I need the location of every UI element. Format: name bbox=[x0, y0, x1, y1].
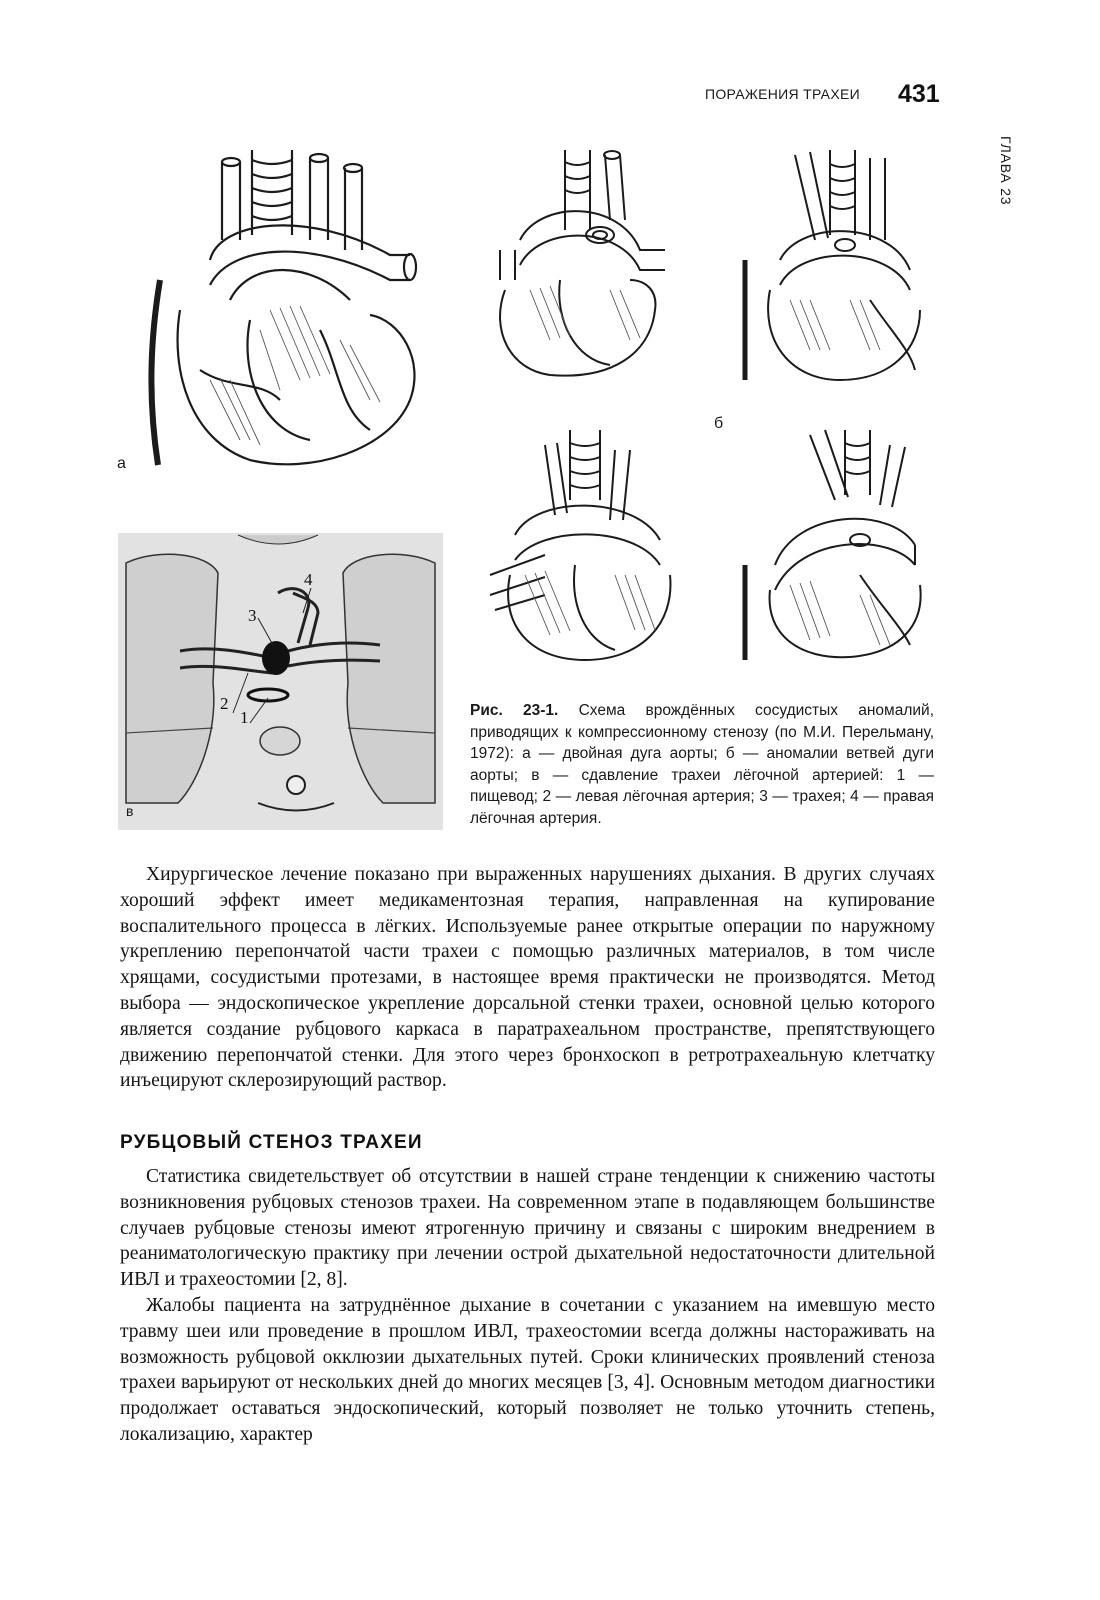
paragraph-1: Хирургическое лечение показано при выраженных нарушениях дыхания. В других случаях хороший эффект имеет медикаментозная терапия, направленная на купирование воспалительного процесса в лёгких. Используемые ранее открытые операции по наружному укреплению перепончатой части трахеи с помощью различных материалов, в том числе хрящами, сосудистыми протезами, в настоящее время практически не производятся. Метод выбора — эндоскопическое укрепление дорсальной стенки трахеи, основной целью которого является создание рубцового каркаса в паратрахеальном пространстве, препятствующего движению перепончатой стенки. Для этого через бронхоскоп в ретротрахеальную клетчатку инъецируют склерозирующий раствор. bbox=[120, 864, 935, 1092]
paragraph-3: Жалобы пациента на затруднённое дыхание в сочетании с указанием на имевшую место травму шеи или проведение в прошлом ИВЛ, трахеостомии всегда должны настораживать на возможность рубцовой окклюзии дыхательных путей. Сроки клинических проявлений стеноза трахеи варьируют от нескольких дней до многих месяцев [3, 4]. Основным методом диагностики продолжает оставаться эндоскопический, который позволяет не только уточнить степень, локализацию, характер bbox=[120, 1294, 935, 1445]
illustration-double-aortic-arch bbox=[140, 140, 440, 470]
caption-text: Схема врождённых сосудистых аномалий, приводящих к компрессионному стенозу (по М.И. Перельману, 1972): а — двойная дуга аорты; б — аномалии ветвей дуги аорты; в — сдавление трахеи лёгочной артерией: 1 — пищевод; 2 — левая лёгочная артерия; 3 — трахея; 4 — правая лёгочная артерия. bbox=[470, 702, 934, 827]
illustration-arch-branch-anomaly-3 bbox=[485, 425, 685, 665]
body-block-1 bbox=[120, 862, 935, 1094]
panel-label-b: б bbox=[714, 415, 724, 432]
section-heading: РУБЦОВЫЙ СТЕНОЗ ТРАХЕИ bbox=[120, 1132, 423, 1153]
illustration-arch-branch-anomaly-4 bbox=[740, 425, 930, 665]
panel-label-v: в bbox=[126, 803, 134, 819]
running-title: ПОРАЖЕНИЯ ТРАХЕИ bbox=[705, 86, 860, 102]
illustration-pulmonary-sling bbox=[118, 533, 443, 830]
panel-label-a: а bbox=[117, 455, 126, 472]
page-number: 431 bbox=[898, 80, 940, 108]
chapter-tab: ГЛАВА 23 bbox=[998, 136, 1014, 206]
illustration-arch-branch-anomaly-1 bbox=[480, 140, 680, 385]
paragraph-2: Статистика свидетельствует об отсутствии в нашей стране тенденции к снижению частоты возникновения рубцовых стенозов трахеи. На современном этапе в подавляющем большинстве случаев рубцовые стенозы имеют ятрогенную причину и связаны с широким внедрением в реаниматологическую практику при лечении острой дыхательной недостаточности длительной ИВЛ и трахеостомии [2, 8]. bbox=[120, 1166, 935, 1291]
figure-caption bbox=[470, 700, 934, 829]
callout-1: 1 bbox=[240, 708, 249, 727]
callout-3: 3 bbox=[248, 606, 257, 625]
callout-4: 4 bbox=[304, 570, 313, 589]
callout-2: 2 bbox=[220, 694, 229, 713]
caption-label: Рис. 23-1. bbox=[470, 702, 559, 719]
illustration-arch-branch-anomaly-2 bbox=[740, 140, 930, 385]
body-block-2 bbox=[120, 1164, 935, 1448]
